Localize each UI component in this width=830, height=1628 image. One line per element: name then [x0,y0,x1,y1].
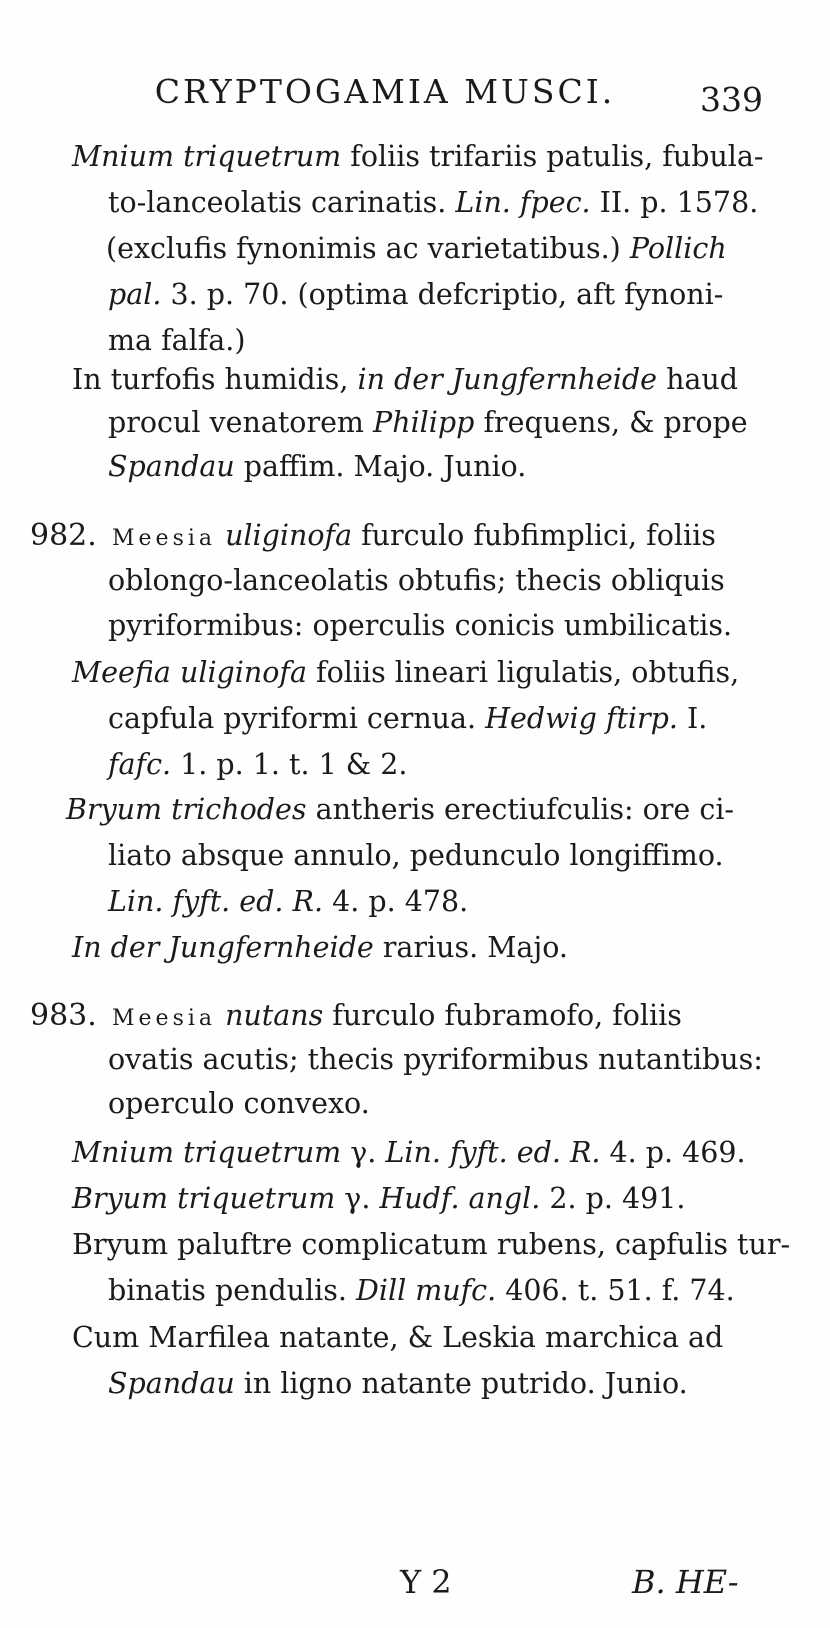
citation: Lin. fyft. ed. R. [108,885,324,918]
citation: Dill mufc. [356,1274,497,1307]
text-span: rarius. Majo. [373,931,568,964]
person-name: Philipp [373,406,475,439]
text-span: to-lanceolatis carinatis. [108,186,456,219]
text-line [72,1179,685,1219]
text-line [66,790,734,830]
text-span: ma falfa.) [108,324,246,357]
text-span: foliis lineari ligulatis, obtufis, [306,656,740,689]
taxon-name: Meefia uliginofa [72,656,307,689]
text-line [108,447,526,487]
citation: pal. [108,278,162,311]
locality: Spandau [108,1367,235,1400]
text-line [108,882,468,922]
text-span: furculo fubramofo, foliis [323,999,682,1032]
taxon-name: Bryum triquetrum [72,1182,336,1215]
species-epithet: nutans [225,999,324,1032]
text-span: ovatis acutis; thecis pyriformibus nutantibus: [108,1043,763,1076]
text-span: frequens, & prope [474,406,748,439]
text-span: procul venatorem [108,406,374,439]
text-span: 2. p. 491. [540,1182,686,1215]
text-line [112,516,716,559]
text-line [72,360,738,400]
text-span: pyriformibus: operculis conicis umbilicatis. [108,609,733,642]
text-span: liato absque annulo, pedunculo longiffimo. [108,839,724,872]
citation: Hudf. angl. [379,1182,541,1215]
text-line [108,836,724,876]
text-span: oblongo-lanceolatis obtufis; thecis obliquis [108,564,725,597]
text-span: II. p. 1578. [590,186,759,219]
genus-name: Meesia [112,526,217,551]
taxon-name: Mnium triquetrum [72,1136,342,1169]
running-header: CRYPTOGAMIA MUSCI. [154,72,616,111]
text-span: operculo convexo. [108,1087,370,1120]
locality: Spandau [108,450,235,483]
text-line [72,1133,746,1173]
taxon-name: Mnium triquetrum [72,140,342,173]
text-span: Cum Marfilea natante, & Leskia marchica ad [72,1321,724,1354]
text-span: foliis trifariis patulis, fubula- [341,140,764,173]
text-span: 1. p. 1. t. 1 & 2. [171,748,408,781]
text-line [108,1040,763,1080]
citation: Lin. fpec. [455,186,591,219]
genus-name: Meesia [112,1006,217,1031]
text-line [106,229,727,269]
text-span: haud [657,363,739,396]
text-span: In turfofis humidis, [72,363,358,396]
text-line [108,1271,735,1311]
text-span: in ligno natante putrido. Junio. [234,1367,688,1400]
species-epithet: uliginofa [225,519,353,552]
text-span: 406. t. 51. f. 74. [496,1274,735,1307]
text-line [108,1364,688,1404]
text-line [108,606,732,646]
text-line [108,275,723,315]
text-line [72,137,764,177]
citation: Pollich [629,232,727,265]
citation: fafc. [108,748,172,781]
signature-mark: Y 2 [400,1563,452,1601]
locality: In der Jungfernheide [72,931,374,964]
text-span: furculo fubfimplici, foliis [352,519,716,552]
text-line [112,996,682,1039]
text-span: capfula pyriformi cernua. [108,702,486,735]
text-line [108,561,725,601]
citation: Hedwig ftirp. [485,702,678,735]
text-span: 4. p. 478. [323,885,469,918]
text-line [108,699,707,739]
text-span: γ. [341,1136,386,1169]
text-line [108,1084,370,1124]
text-line [72,1318,723,1358]
taxon-name: Bryum trichodes [66,793,307,826]
text-span: paffim. Majo. Junio. [234,450,527,483]
text-line [72,928,568,968]
text-line [108,745,407,785]
text-span: 4. p. 469. [600,1136,746,1169]
text-span: I. [677,702,708,735]
text-line [108,183,758,223]
text-line [72,1225,790,1265]
citation: Lin. fyft. ed. R. [385,1136,601,1169]
catchword: B. HE- [632,1563,739,1601]
text-span: antheris erectiufculis: ore ci- [306,793,735,826]
text-span: binatis pendulis. [108,1274,356,1307]
text-span: 3. p. 70. (optima defcriptio, aft fynoni- [161,278,724,311]
page-number: 339 [700,80,763,119]
text-line [108,403,748,443]
species-number: 982. [30,518,97,553]
text-line [108,321,245,361]
species-number: 983. [30,998,97,1033]
text-span: γ. [335,1182,380,1215]
locality: in der Jungfernheide [357,363,658,396]
text-span: Bryum paluftre complicatum rubens, capfulis tur- [72,1228,791,1261]
text-span: (exclufis fynonimis ac varietatibus.) [106,232,630,265]
text-line [72,653,739,693]
